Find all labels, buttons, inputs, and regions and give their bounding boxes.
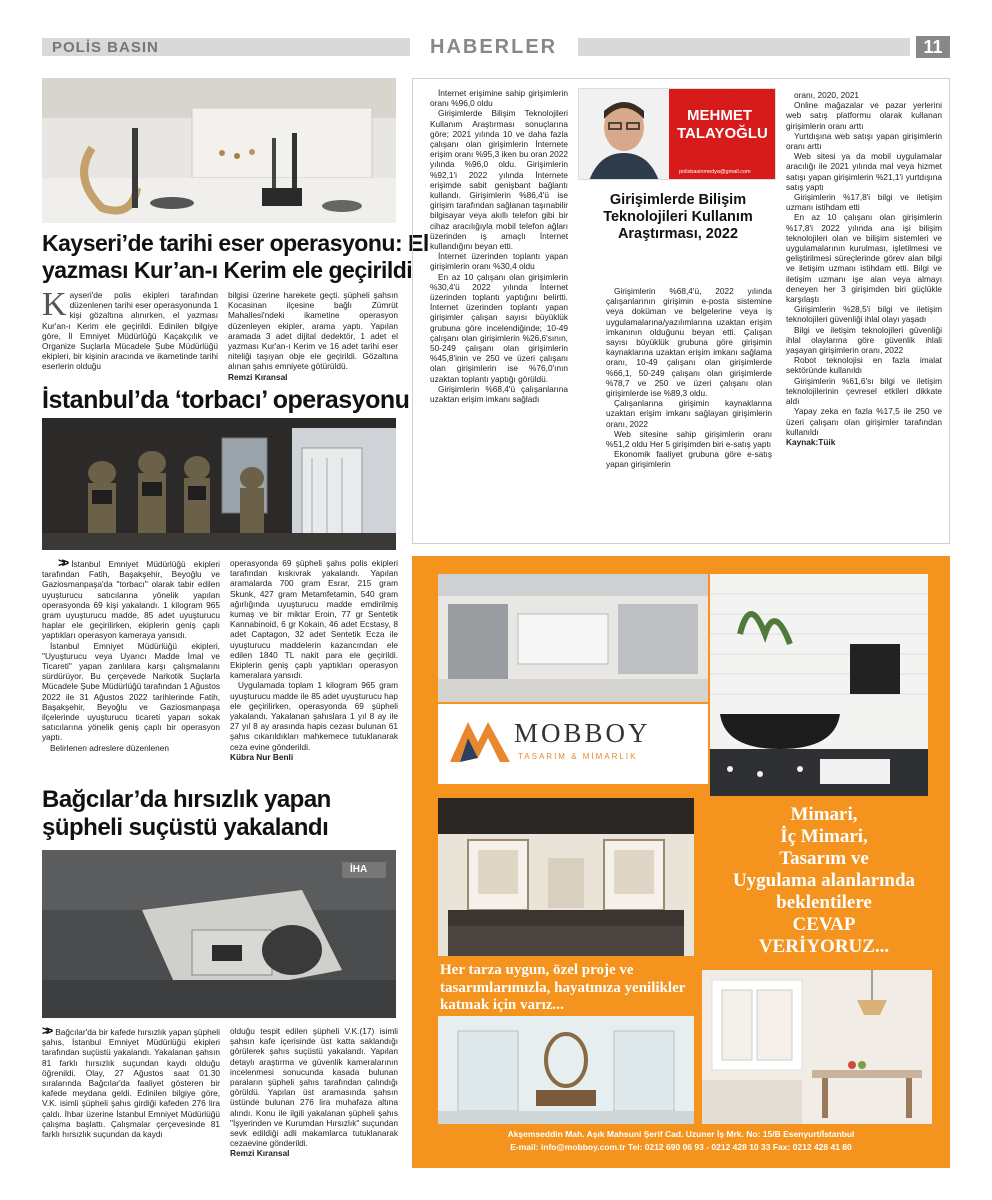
column-left-paragraph: Girişimlerde Bilişim Teknolojileri Kullanım Araştırması sonuçlarına göre; 2021 yılında 10 ve daha fazla çalışanı olan girişimlerin İnternete erişim oranı %95,3 iken bu oran 2022 yılında %96,0 oldu. Girişimlerin %92,1'i 2022 yılında İnternete erişimde sabit genişbant bağlantı kullandı. Girişimlerin %86,4'ü ise girişim tarafından sağlanan taşınabilir bilgisayar veya akıllı telefon gibi bir cihaz aracılığıyla mobil telefon ağları üzerinden iş amaçlı İnternet kullandığını beyan etti. — [430, 108, 568, 252]
story3-headline-1: Bağcılar’da hırsızlık yapan — [42, 786, 331, 813]
author-name — [677, 107, 768, 143]
ad-slogan-line: beklentilere — [776, 892, 872, 913]
column-mid-paragraph: Web sitesine sahip girişimlerin oranı %51,2 oldu Her 5 girişimden biri e-satış yaptı — [606, 428, 772, 450]
story3-text1: Bağcılar'da bir kafede hırsızlık yapan şüpheli şahıs, İstanbul Emniyet Müdürlüğü ekipleri tarafından suçüstü yakalandı. Yakalanan şahsın 81 farklı hırsızlık suçundan kaydı olduğu öğrenildi. Olay, 27 Ağustos saat 01.30 sıralarında Bağcılar'da faaliyet gösteren bir kafede meydana geldi. Edinilen bilgiye göre, V.K. isimli şüpheli şahıs girdiği kafeden 276 lira çaldı. İhbar üzerine İstanbul Emniyet Müdürlüğü çalışma başlattı. Çalışmalar çerçevesinde 81 farklı hırsızlık suçundan da kaydı — [42, 1027, 220, 1140]
author-photo — [579, 89, 669, 180]
section-banner-right — [578, 38, 910, 56]
story2-photo — [42, 418, 396, 550]
story1-col2 — [228, 290, 398, 382]
author-email: polisbasinmedya@gmail.com — [679, 169, 751, 175]
mobboy-brand-name: MOBBOY — [514, 718, 651, 748]
column-right-paragraph: Yurtdışına web satışı yapan girişimlerin oranı arttı — [786, 130, 942, 152]
story3-photo — [42, 850, 396, 1018]
section-title: HABERLER — [430, 36, 558, 58]
ad-photo-kitchen — [702, 970, 932, 1124]
column-source: Kaynak:Tüik — [786, 436, 836, 447]
ad-slogan-secondary: Her tarza uygun, özel proje ve tasarımlarımızla, hayatınıza yenilikler katmak için varız... — [440, 962, 686, 1013]
column-right-paragraph: oranı, 2020, 2021 — [794, 90, 860, 100]
ad-address: Akşemseddin Mah. Aşık Mahsuni Şerif Cad. Uzuner İş Mrk. No: 15/B Esenyurt/İstanbul — [507, 1129, 855, 1139]
author-first-name: MEHMET — [687, 107, 752, 124]
page-number: 11 — [916, 36, 950, 58]
story1-photo — [42, 78, 396, 223]
column-left-paragraph: İnternet üzerinden toplantı yapan girişimlerin oranı %30,4 oldu — [430, 251, 568, 272]
mobboy-logo-icon — [450, 718, 510, 762]
story2-col1 — [42, 555, 220, 753]
story1-headline-2: yazması Kur’an-ı Kerim ele geçirildi — [42, 257, 413, 283]
ad-slogan-line: İç Mimari, — [780, 826, 868, 847]
section-banner-left — [42, 38, 410, 56]
story2-col2 — [230, 558, 398, 762]
column-mid-paragraph: Ekonomik faaliyet grubuna göre e-satış yapan girişimlerin — [606, 449, 772, 470]
ad-photo-bathroom-2 — [438, 798, 694, 956]
story2-headline: İstanbul’da ‘torbacı’ operasyonu — [42, 386, 410, 414]
column-left-col — [430, 88, 568, 404]
story3-byline: Remzi Kıransal — [230, 1148, 290, 1159]
column-left-paragraph: İnternet erişimine sahip girişimlerin oranı %96,0 oldu — [430, 88, 568, 109]
story1-dropcap: K — [42, 286, 67, 323]
story3-col1 — [42, 1023, 220, 1140]
story3-headline-2: şüpheli suçüstü yakalandı — [42, 814, 329, 841]
story3-photo-tag: İHA — [350, 864, 368, 875]
column-left-paragraph: En az 10 çalışanı olan girişimlerin %30,4'ü 2022 yılında İnternet üzerinden toplantı yaptığını belirtti. İnternet üzerinden toplantı yapan girişimler çalışan sayısı büyüklük grubuna göre incelendiğinde; 10-49 çalışanı olan girişimlerin %26,6'sının, 50-249 çalışanı olan girişimlerin %45,8'inin ve 250 ve üzeri çalışanı olan girişimlerin ise %76,0'ının uzaktan toplantı yaptığı görüldü. — [430, 271, 568, 384]
column-left-paragraph: Girişimlerin %68,4'ü çalışanlarına uzaktan erişim imkanı sağladı — [430, 383, 568, 405]
story2-p3: Belirlenen adreslere düzenlenen — [50, 742, 170, 753]
chevron-right-icon: >> — [42, 1023, 50, 1038]
story2-p2: İstanbul Emniyet Müdürlüğü ekipleri, "Uyuşturucu veya Uyarıcı Madde İmal ve Ticareti" yapan zanlılara karşı çalışmalarını sürdürüyor. Bu çerçevede Narkotik Suçlarla Mücadele Şube Müdürlüğü tarafından 1 Ağustos 2022 ile 31 Ağustos 2022 tarihlerinde Fatih, Başakşehir, Beyoğlu ve Gaziosmanpaşa ilçelerinde uyuşturucu ticareti yapan sokak satıcılarına yönelik geniş çaplı bir operasyon yaptı. — [42, 640, 220, 743]
story2-byline: Kübra Nur Benli — [230, 751, 294, 762]
story1-byline: Remzi Kıransal — [228, 371, 288, 382]
ad-slogan — [704, 804, 944, 958]
ad-photo-showroom — [438, 574, 708, 702]
column-right-paragraph: Girişimlerin %17,8'i bilgi ve iletişim uzmanı istihdam etti — [786, 192, 942, 213]
author-banner — [578, 88, 776, 180]
mobboy-brand-subtitle: TASARIM & MİMARLIK — [518, 752, 638, 761]
column-title: Girişimlerde Bilişim Teknolojileri Kullanım Araştırması, 2022 — [603, 192, 753, 242]
story2-p1: İstanbul Emniyet Müdürlüğü ekipleri tarafından Fatih, Başakşehir, Beyoğlu ve Gaziosmanpaşa'da "torbacı" olarak tabir edilen uyuşturucu satıcılarına yönelik yapılan operasyonda 69 kişi yakalandı. 1 kilogram 965 gram uyuşturucu madde, 85 adet uyuşturucu haplar ele geçirilirken, ekiplerin geniş çaplı yaptıkları operasyon kameraya yansıdı. — [42, 559, 220, 641]
ad-slogan-line: Tasarım ve — [779, 848, 869, 869]
ad-contact[interactable]: E-mail: info@mobboy.com.tr Tel: 0212 690 06 93 - 0212 428 10 33 Fax: 0212 428 41 80 — [510, 1142, 852, 1152]
story2-p4: operasyonda 69 şüpheli şahıs polis ekipleri tarafından kıskıvrak yakalandı. Yapılan aramalarda 700 gram Esrar, 215 gram Skunk, 427 gram Metamfetamin, 540 gram ağırlığında uyuşturucu madde emdirilmiş kumaş ve bir miktar Eroin, 77 gr Sentetik Kannabinoid, 6 gr Kokain, 46 adet Ecstasy, 8 adet Captagon, 32 adet Sentetik Ecza ile uyuşturucu maddelerin kazancından ele edilen 1840 TL nakit para ele geçirildi. Ekiplerin geniş çaplı yaptıkları operasyon kameralara yansıdı. — [230, 558, 398, 681]
story1-headline-1: Kayseri’de tarihi eser operasyonu: El — [42, 230, 429, 256]
ad-slogan-line: Uygulama alanlarında — [732, 870, 916, 891]
column-right-paragraph: Yapay zeka en fazla %17,5 ile 250 ve üzeri çalışanı olan girişimler tarafından kullanıldı — [786, 406, 942, 437]
story1-text2: bilgisi üzerine harekete geçti. şüpheli şahsın Kocasinan ilçesine bağlı Zümrüt Mahallesi'ndeki ikametine operasyon düzenleyen ekipler, arama yaptı. Yapılan aramada 3 adet dijital dedektör, 1 adet el yazması Kur'an-ı Kerim ve 16 adet tarihi eser niteliği taşıyan obje ele geçirildi. Gözaltına alınan şahıs emniyete götürüldü. — [228, 290, 398, 372]
column-right-paragraph: Girişimlerin %28,5'i bilgi ve iletişim teknolojileri güvenliği ihlal olayı yaşadı — [786, 304, 942, 325]
ad-photo-hallway — [438, 1016, 694, 1124]
column-mid-paragraph: Girişimlerin %68,4'ü, 2022 yılında çalışanlarının girişimin e-posta sistemine veya doküman ve belgelerine veya iş uygulamalarına/yazılımlarına uzaktan erişim imkanının olduğunu beyan etti. Çalışan sayısı büyüklük grubuna göre girişimin kaynaklarına uzaktan erişim imkanı sağlama oranı, 10-49 çalışanı olan girişimlerde %66,1, 50-249 çalışanı olan girişimlerde %78,7 ve 250 ve üzeri çalışanı olan girişimlerde ise %89,3 oldu. — [606, 286, 772, 399]
story2-p5: Uygulamada toplam 1 kilogram 965 gram uyuşturucu madde ile 85 adet uyuşturucu hap ele geçirilirken, operasyonda 69 şüpheli yakalandı. Yakalanan şahıslara 1 yıl 8 ay ile 27 yıl 8 ay arasında hapis cezası bulunan 61 şahıs cıkarıldıkları mahkemece tutuklanarak ceza evine gönderildi. — [230, 680, 398, 752]
story3-text2: olduğu tespit edilen şüpheli V.K.(17) isimli şahsın kafe içerisinde üst katta saklandığı görülerek şahıs suçüstü yakalandı. Yapılan detaylı araştırma ve güvenlik kameralarının incelenmesi sonucunda kasada bulunan paraların şüpheli şahıs tarafından çalındığı görüldü. Yapılan üst aramasında şahsın üstünde bulunan 276 lira muhafaza altına alındı. Konu ile ilgili yakalanan şüpheli şahıs "İşyerinden ve Kurumdan Hırsızlık" suçundan sevk edildiği adli makamlarca tutuklanarak cezaevine gönderildi. — [230, 1026, 398, 1149]
ad-footer — [412, 1128, 950, 1154]
column-right-col — [786, 90, 942, 447]
column-right-paragraph: Online mağazalar ve pazar yerlerini web satış platformu olarak kullanan girişimlerin oranı arttı — [786, 100, 942, 131]
column-right-paragraph: Girişimlerin %61,6'sı bilgi ve iletişim teknolojilerinin çevresel etkileri dikkate aldı — [786, 375, 942, 407]
chevron-right-icon: >> — [58, 555, 66, 570]
author-title: MALİ MÜŞAVİR — [727, 93, 759, 107]
column-right-paragraph: Robot teknolojisi en fazla imalat sektöründe kullanıldı — [786, 355, 942, 376]
column-mid-col — [606, 286, 772, 470]
section-label: POLİS BASIN — [52, 39, 159, 56]
author-last-name: TALAYOĞLU — [677, 125, 768, 142]
story1-col1 — [42, 286, 218, 372]
ad-slogan-line: Mimari, — [790, 804, 858, 825]
column-right-paragraph: En az 10 çalışanı olan girişimlerin %17,8'i 2022 yılında ana işi bilişim teknolojileri olan ve bilişim sistemleri ve uygulamalarının kurulması, işletilmesi ve geliştirilmesi süreçlerinde görev alan bilgi ve iletişim uzmanı istihdam etti. Bilgi ve iletişim uzmanı işe alan veya almayı deneyen her 3 girişimden biri güçlükle karşılaştı — [786, 212, 942, 305]
ad-photo-bathroom — [710, 574, 928, 796]
ad-slogan-line: VERİYORUZ... — [758, 936, 890, 957]
column-right-paragraph: Web sitesi ya da mobil uygulamalar aracılığı ile 2021 yılında mal veya hizmet satışı yapan girişimlerin %21,1'i yurtdışına satış yaptı — [786, 151, 942, 192]
mobboy-advertisement[interactable] — [412, 556, 950, 1168]
mobboy-logo-box — [438, 704, 708, 784]
column-mid-paragraph: Çalışanlarına girişimin kaynaklarına uzaktan erişim imkanı sağlayan girişimlerin oranı, 2022 — [606, 398, 772, 429]
column-right-paragraph: Bilgi ve iletişim teknolojileri güvenliği ihlal olaylarına göre güvenlik ihlali yaşayan girişimlerin oranı, 2022 — [786, 324, 942, 356]
ad-slogan-line: CEVAP — [792, 914, 856, 935]
story3-col2 — [230, 1026, 398, 1159]
story1-text1: ayseri'de polis ekipleri tarafından düzenlenen tarihi eser operasyonunda 1 kişi gözaltına alınırken, el yazması Kur'an-ı Kerim ele geçirildi. Edinilen bilgiye göre, İl Emniyet Müdürlüğü Kaçakçılık ve Organize Suçlarla Mücadele Şube Müdürlüğü ekipleri, bir kişinin aracında ve ikametinde tarihi eserlerin olduğu — [42, 290, 218, 372]
